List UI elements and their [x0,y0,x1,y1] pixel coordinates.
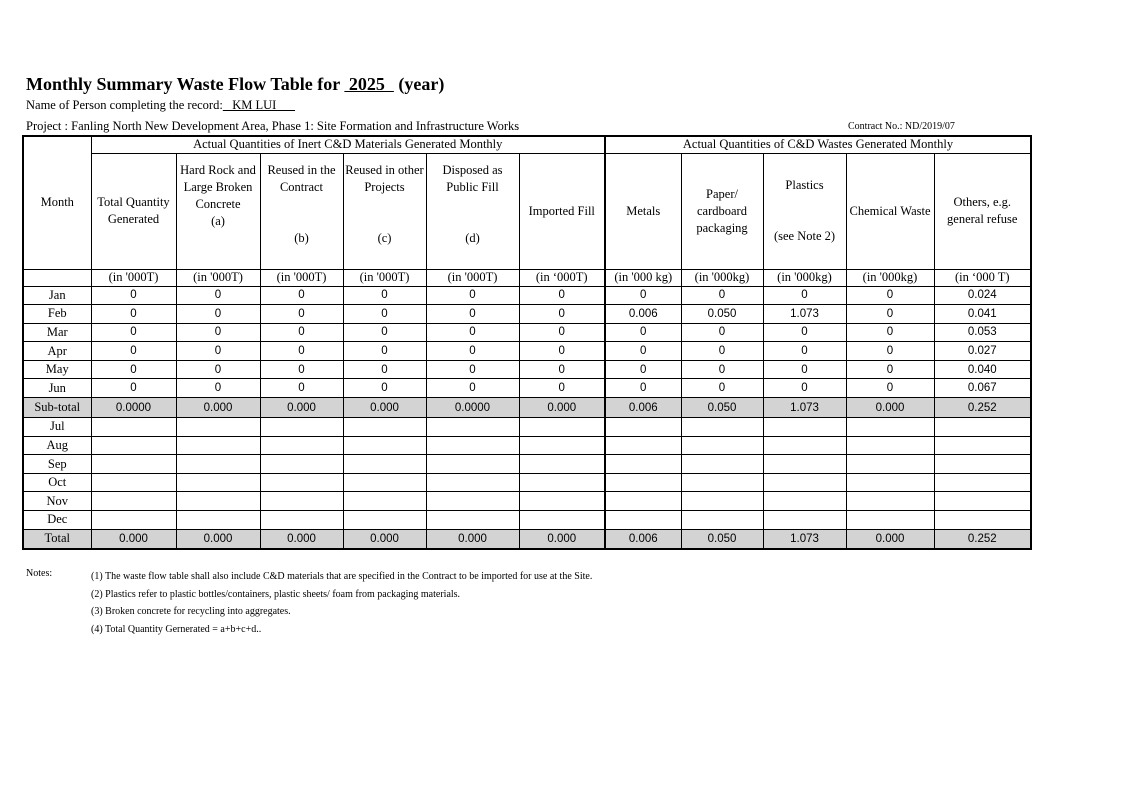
value-cell: 0.050 [681,529,763,549]
table-row [23,342,1031,361]
month-cell: May [23,360,91,379]
value-cell [934,473,1031,492]
value-cell: 0 [176,323,260,342]
value-cell [343,436,426,455]
value-cell: 0 [846,360,934,379]
value-cell [846,511,934,530]
page-title [26,74,444,95]
value-cell [846,418,934,437]
value-cell [343,455,426,474]
value-cell: 0 [91,305,176,324]
header-disposed-public-fill: Disposed as Public Fill (d) [426,153,519,269]
value-cell [846,473,934,492]
table-row [23,418,1031,437]
value-cell: 0 [605,286,681,305]
value-cell: 0.067 [934,379,1031,398]
value-cell: 0 [605,323,681,342]
table-row [23,305,1031,324]
person-label: Name of Person completing the record: [26,98,223,112]
value-cell: 0.000 [260,529,343,549]
unit-month-blank [23,269,91,286]
value-cell [681,473,763,492]
unit-cell: (in '000T) [426,269,519,286]
value-cell [846,455,934,474]
value-cell: 0.000 [260,398,343,418]
month-cell: Oct [23,473,91,492]
unit-cell: (in '000kg) [681,269,763,286]
value-cell: 0 [343,342,426,361]
value-cell [426,436,519,455]
month-cell: Feb [23,305,91,324]
value-cell [934,492,1031,511]
value-cell [91,511,176,530]
month-cell: Sub-total [23,398,91,418]
value-cell [846,436,934,455]
value-cell [426,455,519,474]
value-cell: 0 [763,379,846,398]
value-cell: 0 [846,342,934,361]
value-cell: 0 [91,286,176,305]
header-reused-contract: Reused in the Contract (b) [260,153,343,269]
month-cell: Jun [23,379,91,398]
table-row [23,379,1031,398]
value-cell: 0 [343,323,426,342]
note-1: (1) The waste flow table shall also include C&D materials that are specified in the Contract to be imported for use at the Site. [91,571,593,582]
header-chemical-waste: Chemical Waste [846,153,934,269]
value-cell [91,436,176,455]
value-cell: 0 [519,323,605,342]
value-cell [763,511,846,530]
value-cell: 0 [519,360,605,379]
value-cell: 0.000 [846,398,934,418]
value-cell [176,473,260,492]
value-cell: 0 [681,360,763,379]
note-2: (2) Plastics refer to plastic bottles/containers, plastic sheets/ foam from packaging materials. [91,588,461,600]
unit-cell: (in ‘000 T) [934,269,1031,286]
value-cell: 0 [426,379,519,398]
value-cell: 0 [846,323,934,342]
value-cell: 0.041 [934,305,1031,324]
table-row [23,286,1031,305]
value-cell: 0 [260,323,343,342]
value-cell [260,511,343,530]
value-cell: 0 [681,323,763,342]
month-cell: Dec [23,511,91,530]
value-cell [260,455,343,474]
group-header-wastes: Actual Quantities of C&D Wastes Generated Monthly [605,136,1031,153]
value-cell [426,418,519,437]
value-cell: 0 [343,360,426,379]
value-cell [934,511,1031,530]
value-cell: 0.050 [681,398,763,418]
value-cell: 0 [176,360,260,379]
unit-cell: (in '000T) [343,269,426,286]
value-cell [260,418,343,437]
value-cell [763,436,846,455]
value-cell: 0.000 [91,529,176,549]
value-cell [91,455,176,474]
value-cell: 0.000 [519,529,605,549]
value-cell [519,511,605,530]
value-cell: 0.000 [426,529,519,549]
month-cell: Total [23,529,91,549]
month-cell: Apr [23,342,91,361]
note-3: (3) Broken concrete for recycling into aggregates. [91,606,291,617]
value-cell [763,418,846,437]
table-row [23,473,1031,492]
value-cell [519,418,605,437]
value-cell [934,455,1031,474]
value-cell [426,473,519,492]
waste-flow-table [22,135,1032,550]
table-row [23,455,1031,474]
table-row [23,360,1031,379]
month-cell: Mar [23,323,91,342]
value-cell: 0.006 [605,305,681,324]
header-hard-rock: Hard Rock and Large Broken Concrete (a) [176,153,260,269]
person-name: KM LUI [222,98,296,112]
unit-cell: (in '000T) [91,269,176,286]
value-cell [519,492,605,511]
subtotal-row [23,398,1031,418]
value-cell: 0 [260,342,343,361]
value-cell [605,511,681,530]
value-cell: 0 [176,305,260,324]
month-cell: Sep [23,455,91,474]
value-cell: 0 [426,286,519,305]
value-cell: 0.050 [681,305,763,324]
value-cell [260,436,343,455]
header-metals: Metals [605,153,681,269]
value-cell [519,436,605,455]
value-cell: 0.024 [934,286,1031,305]
value-cell: 0 [91,342,176,361]
value-cell [681,418,763,437]
value-cell: 0 [519,342,605,361]
value-cell: 1.073 [763,529,846,549]
value-cell: 0.252 [934,529,1031,549]
value-cell [176,511,260,530]
month-cell: Jan [23,286,91,305]
value-cell [846,492,934,511]
header-total-quantity: Total Quantity Generated [91,153,176,269]
value-cell: 0 [763,323,846,342]
value-cell: 0 [763,342,846,361]
table-row [23,492,1031,511]
value-cell [605,436,681,455]
value-cell: 1.073 [763,398,846,418]
value-cell: 0.000 [343,529,426,549]
header-others: Others, e.g. general refuse [934,153,1031,269]
person-line [26,98,295,113]
total-row [23,529,1031,549]
value-cell [176,455,260,474]
value-cell [605,418,681,437]
value-cell: 0 [176,379,260,398]
value-cell: 0 [91,379,176,398]
value-cell [681,455,763,474]
value-cell [343,511,426,530]
value-cell: 0.053 [934,323,1031,342]
value-cell: 0 [91,323,176,342]
value-cell [605,473,681,492]
value-cell [91,473,176,492]
value-cell: 0 [343,379,426,398]
value-cell: 0 [605,342,681,361]
value-cell: 0 [426,323,519,342]
value-cell: 0.006 [605,398,681,418]
value-cell: 0 [763,286,846,305]
value-cell: 0 [846,305,934,324]
header-reused-other: Reused in other Projects (c) [343,153,426,269]
value-cell: 0 [343,305,426,324]
value-cell: 1.073 [763,305,846,324]
value-cell: 0 [176,286,260,305]
value-cell: 0 [763,360,846,379]
value-cell [763,492,846,511]
value-cell [763,473,846,492]
value-cell [426,492,519,511]
header-paper: Paper/ cardboard packaging [681,153,763,269]
value-cell: 0 [260,286,343,305]
value-cell [176,492,260,511]
value-cell [343,473,426,492]
header-imported-fill: Imported Fill [519,153,605,269]
header-month: Month [23,136,91,269]
value-cell [681,492,763,511]
value-cell: 0 [519,305,605,324]
month-cell: Jul [23,418,91,437]
value-cell [681,511,763,530]
value-cell: 0 [519,379,605,398]
value-cell [519,473,605,492]
value-cell: 0 [605,379,681,398]
value-cell: 0 [176,342,260,361]
value-cell: 0 [605,360,681,379]
value-cell [934,418,1031,437]
value-cell: 0.027 [934,342,1031,361]
contract-number: Contract No.: ND/2019/07 [848,121,955,132]
value-cell [763,455,846,474]
unit-cell: (in ‘000T) [519,269,605,286]
value-cell: 0.006 [605,529,681,549]
value-cell: 0 [846,379,934,398]
value-cell [260,492,343,511]
value-cell [91,418,176,437]
notes-label: Notes: [26,568,53,579]
table-row [23,511,1031,530]
value-cell: 0 [260,305,343,324]
table-row [23,323,1031,342]
value-cell: 0 [681,286,763,305]
value-cell [934,436,1031,455]
value-cell [426,511,519,530]
value-cell: 0 [426,305,519,324]
value-cell: 0 [426,342,519,361]
value-cell [176,436,260,455]
value-cell [681,436,763,455]
value-cell: 0.000 [519,398,605,418]
group-header-inert: Actual Quantities of Inert C&D Materials Generated Monthly [91,136,605,153]
value-cell: 0.040 [934,360,1031,379]
units-row [23,269,1031,286]
value-cell [605,455,681,474]
value-cell: 0 [681,342,763,361]
value-cell: 0.000 [176,398,260,418]
value-cell: 0 [846,286,934,305]
unit-cell: (in '000kg) [763,269,846,286]
note-4: (4) Total Quantity Gernerated = a+b+c+d.. [91,623,262,635]
value-cell [605,492,681,511]
project-line: Project : Fanling North New Development Area, Phase 1: Site Formation and Infrastructure Works [26,119,520,133]
value-cell [260,473,343,492]
value-cell [91,492,176,511]
title-year: 2025 [344,74,394,94]
unit-cell: (in '000 kg) [605,269,681,286]
header-plastics: Plastics (see Note 2) [763,153,846,269]
notes-list [91,568,592,638]
value-cell: 0.0000 [426,398,519,418]
month-cell: Nov [23,492,91,511]
value-cell: 0 [519,286,605,305]
value-cell [176,418,260,437]
table-row [23,436,1031,455]
value-cell: 0 [426,360,519,379]
title-prefix: Monthly Summary Waste Flow Table for [26,74,345,94]
value-cell [343,492,426,511]
value-cell: 0 [91,360,176,379]
month-cell: Aug [23,436,91,455]
unit-cell: (in '000kg) [846,269,934,286]
value-cell: 0.000 [176,529,260,549]
unit-cell: (in '000T) [176,269,260,286]
value-cell: 0 [343,286,426,305]
title-suffix: (year) [393,74,445,94]
value-cell: 0 [260,360,343,379]
value-cell: 0.000 [343,398,426,418]
value-cell [343,418,426,437]
value-cell: 0 [681,379,763,398]
value-cell: 0.000 [846,529,934,549]
unit-cell: (in '000T) [260,269,343,286]
value-cell [519,455,605,474]
value-cell: 0 [260,379,343,398]
value-cell: 0.0000 [91,398,176,418]
value-cell: 0.252 [934,398,1031,418]
